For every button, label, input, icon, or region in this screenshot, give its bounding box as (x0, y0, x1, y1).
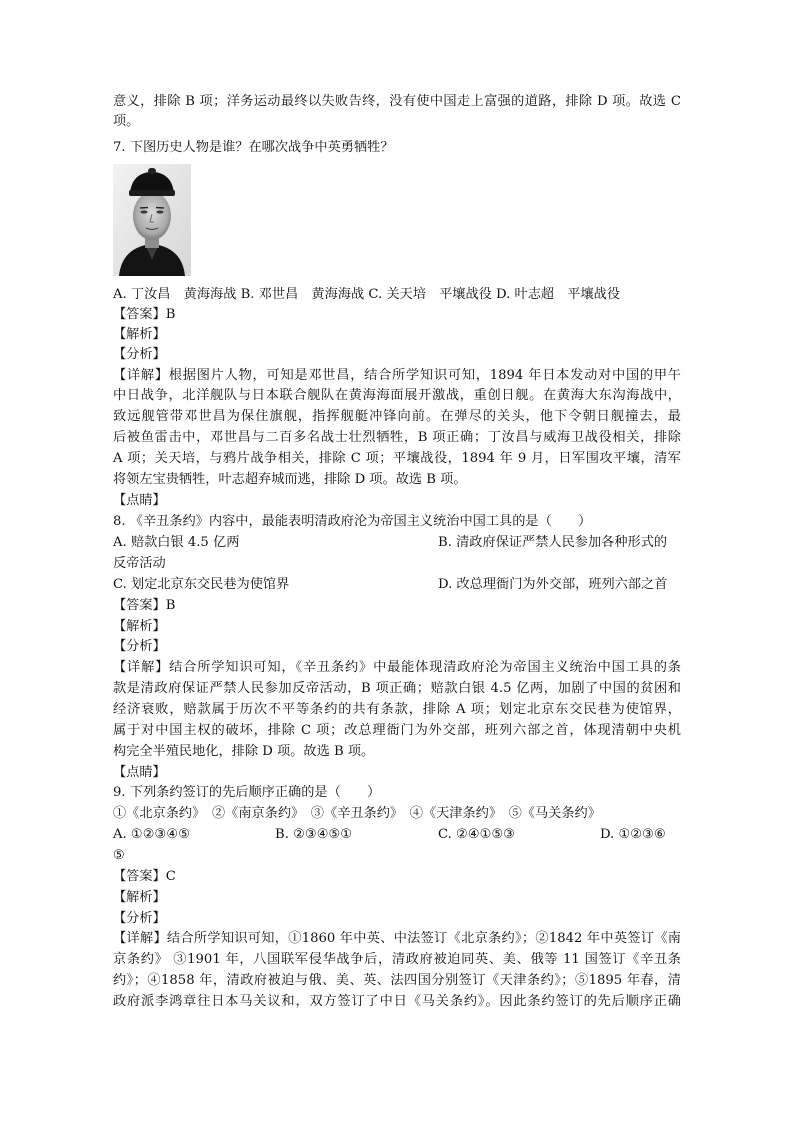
option-d: D. 改总理衙门为外交部，班列六部之首 (438, 577, 668, 592)
question-8-options-row2 (113, 575, 683, 595)
text-line: 约》；④1858 年，清政府被迫与俄、美、英、法四国分别签订《天津条约》；⑤1895 年春，清 (113, 973, 681, 988)
fenxi-label: 【分析】 (113, 911, 166, 926)
question-9-stem: 9. 下列条约签订的先后顺序正确的是（ ） (113, 785, 381, 800)
portrait-image (113, 164, 191, 276)
option-a: A. 赔款白银 4.5 亿两 (113, 535, 240, 550)
answer-label: 【答案】C (113, 869, 176, 884)
text-line: A 项；关天培，与鸦片战争相关，排除 C 项；平壤战役，1894 年 9 月，日军围攻平壤，清军 (113, 451, 681, 466)
text-line: 政府派李鸿章往日本马关议和，双方签订了中日《马关条约》。因此条约签订的先后顺序正确 (113, 994, 681, 1009)
text-line: 致远舰管带邓世昌为保住旗舰，指挥舰艇冲锋向前。在弹尽的关头，他下令朝日舰撞去，最 (113, 409, 681, 424)
question-7-stem: 7. 下图历史人物是谁？在哪次战争中英勇牺牲？ (113, 140, 394, 155)
text-line: 构完全半殖民地化，排除 D 项。故选 B 项。 (113, 744, 375, 759)
text-line: 项。 (113, 114, 140, 129)
option-c: C. ②④①⑤③ (438, 827, 516, 842)
question-8-stem: 8. 《辛丑条约》内容中，最能表明清政府沦为帝国主义统治中国工具的是（ ） (113, 514, 592, 529)
dianjing-label: 【点睛】 (113, 493, 166, 508)
dianjing-label: 【点睛】 (113, 765, 166, 780)
question-8-options-row1 (113, 533, 683, 553)
option-d: D. ①②③⑥ (600, 827, 666, 842)
text-line: 款是清政府保证严禁人民参加反帝活动，B 项正确；赔款白银 4.5 亿两，加剧了中国的贫困和 (113, 681, 681, 696)
answer-label: 【答案】B (113, 598, 176, 613)
portrait-photo (113, 164, 191, 276)
analysis-label: 【解析】 (113, 890, 166, 905)
question-9-items: ①《北京条约》 ②《南京条约》 ③《辛丑条约》 ④《天津条约》 ⑤《马关条约》 (113, 806, 601, 821)
answer-label: 【答案】B (113, 307, 176, 322)
text-line: 中日战争，北洋舰队与日本联合舰队在黄海海面展开激战，重创日舰。在黄海大东沟海战中， (113, 388, 681, 403)
text-line: 将领左宝贵牺牲，叶志超弃城而逃，排除 D 项。故选 B 项。 (113, 472, 467, 487)
text-line: 意义，排除 B 项；洋务运动最终以失败告终，没有使中国走上富强的道路，排除 D 项。故选 C (113, 94, 681, 109)
option-c: C. 划定北京东交民巷为使馆界 (113, 577, 290, 592)
text-line: 京条约》 ③1901 年，八国联军侵华战争后，清政府被迫同英、美、俄等 11 国签订《辛丑条 (113, 952, 681, 967)
analysis-label: 【解析】 (113, 327, 166, 342)
text-line: 后被鱼雷击中，邓世昌与二百多名战士壮烈牺牲，B 项正确；丁汝昌与威海卫战役相关，排除 (113, 430, 681, 445)
text-line: 反帝活动 (113, 556, 166, 571)
text-line: 【详解】结合所学知识可知，①1860 年中英、中法签订《北京条约》；②1842 年中英签订《南 (113, 931, 681, 946)
question-7-options: A. 丁汝昌 黄海海战 B. 邓世昌 黄海海战 C. 关天培 平壤战役 D. 叶志超 平壤战役 (113, 287, 621, 302)
fenxi-label: 【分析】 (113, 639, 166, 654)
analysis-label: 【解析】 (113, 619, 166, 634)
option-b: B. ②③④⑤① (275, 827, 353, 842)
fenxi-label: 【分析】 (113, 347, 166, 362)
text-line: 经济衰败，赔款属于历次不平等条约的共有条款，排除 A 项；划定北京东交民巷为使馆界， (113, 702, 681, 717)
text-line: 【详解】根据图片人物，可知是邓世昌，结合所学知识可知，1894 年日本发动对中国的甲午 (113, 368, 681, 383)
question-9-options (113, 825, 683, 845)
text-line: 属于对中国主权的破坏，排除 C 项；改总理衙门为外交部，班列六部之首，体现清朝中央机 (113, 723, 681, 738)
option-b: B. 清政府保证严禁人民参加各种形式的 (438, 535, 668, 550)
option-a: A. ①②③④⑤ (113, 827, 191, 842)
text-line: ⑤ (113, 848, 125, 863)
text-line: 【详解】结合所学知识可知，《辛丑条约》中最能体现清政府沦为帝国主义统治中国工具的条 (113, 660, 681, 675)
